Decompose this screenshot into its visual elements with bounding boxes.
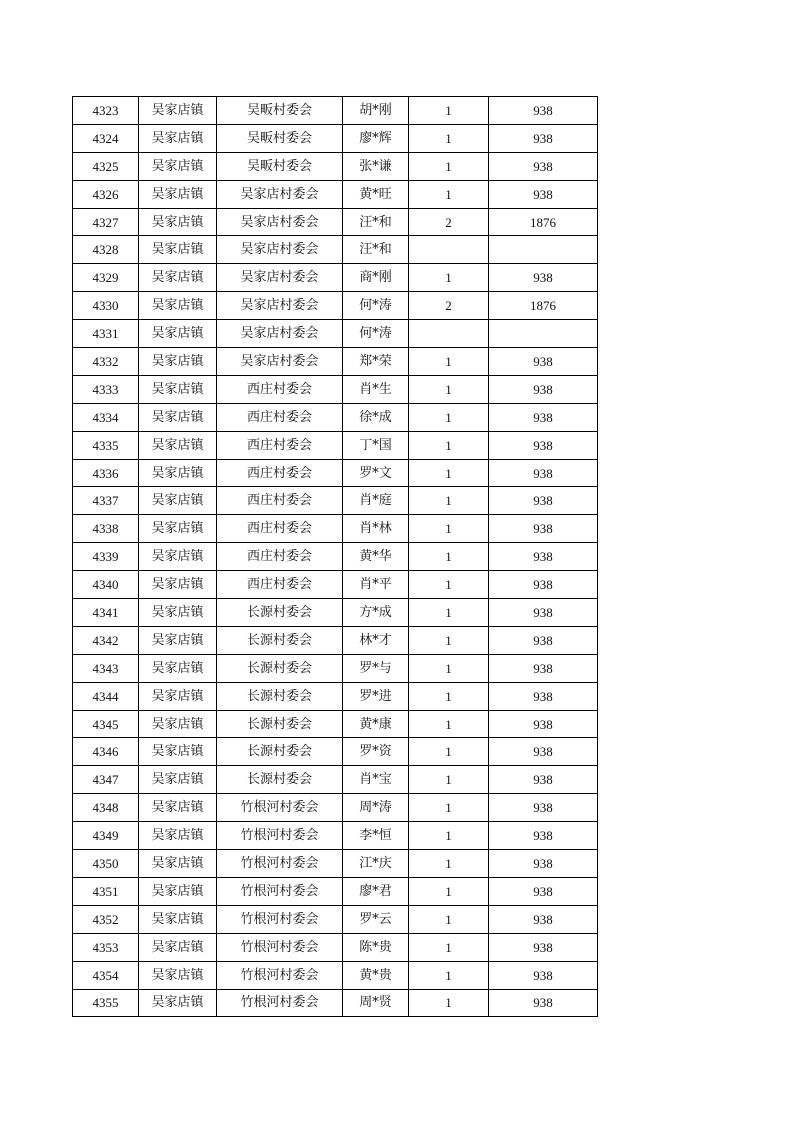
name-cell: 廖*辉 [343, 124, 409, 152]
table-row [73, 375, 598, 403]
town-cell: 吴家店镇 [139, 264, 217, 292]
town-cell: 吴家店镇 [139, 961, 217, 989]
row-number-cell: 4329 [73, 264, 139, 292]
amount-cell: 938 [489, 989, 598, 1017]
name-cell: 徐*成 [343, 403, 409, 431]
name-cell: 何*涛 [343, 292, 409, 320]
count-cell: 1 [409, 738, 489, 766]
count-cell: 1 [409, 264, 489, 292]
town-cell: 吴家店镇 [139, 766, 217, 794]
row-number-cell: 4341 [73, 599, 139, 627]
village-committee-cell: 长源村委会 [217, 738, 343, 766]
town-cell: 吴家店镇 [139, 710, 217, 738]
town-cell: 吴家店镇 [139, 738, 217, 766]
row-number-cell: 4325 [73, 152, 139, 180]
town-cell: 吴家店镇 [139, 989, 217, 1017]
village-committee-cell: 长源村委会 [217, 599, 343, 627]
row-number-cell: 4327 [73, 208, 139, 236]
table-row [73, 626, 598, 654]
count-cell: 1 [409, 961, 489, 989]
town-cell: 吴家店镇 [139, 794, 217, 822]
name-cell: 江*庆 [343, 850, 409, 878]
village-committee-cell: 吴畈村委会 [217, 97, 343, 125]
village-committee-cell: 吴家店村委会 [217, 264, 343, 292]
count-cell: 2 [409, 208, 489, 236]
row-number-cell: 4328 [73, 236, 139, 264]
town-cell: 吴家店镇 [139, 208, 217, 236]
table-row [73, 403, 598, 431]
table-row [73, 292, 598, 320]
village-committee-cell: 竹根河村委会 [217, 877, 343, 905]
village-committee-cell: 长源村委会 [217, 654, 343, 682]
count-cell [409, 236, 489, 264]
count-cell: 1 [409, 348, 489, 376]
amount-cell: 938 [489, 850, 598, 878]
count-cell: 1 [409, 877, 489, 905]
row-number-cell: 4336 [73, 459, 139, 487]
town-cell: 吴家店镇 [139, 459, 217, 487]
amount-cell: 938 [489, 348, 598, 376]
row-number-cell: 4332 [73, 348, 139, 376]
amount-cell: 938 [489, 543, 598, 571]
name-cell: 周*贤 [343, 989, 409, 1017]
village-committee-cell: 竹根河村委会 [217, 850, 343, 878]
village-committee-cell: 西庄村委会 [217, 515, 343, 543]
count-cell: 1 [409, 459, 489, 487]
village-committee-cell: 吴家店村委会 [217, 320, 343, 348]
row-number-cell: 4352 [73, 905, 139, 933]
row-number-cell: 4347 [73, 766, 139, 794]
table-row [73, 208, 598, 236]
town-cell: 吴家店镇 [139, 236, 217, 264]
village-committee-cell: 西庄村委会 [217, 431, 343, 459]
count-cell [409, 320, 489, 348]
table-row [73, 877, 598, 905]
name-cell: 黄*贵 [343, 961, 409, 989]
count-cell: 1 [409, 152, 489, 180]
table-row [73, 431, 598, 459]
town-cell: 吴家店镇 [139, 933, 217, 961]
village-committee-cell: 西庄村委会 [217, 543, 343, 571]
amount-cell: 938 [489, 431, 598, 459]
name-cell: 罗*文 [343, 459, 409, 487]
town-cell: 吴家店镇 [139, 877, 217, 905]
town-cell: 吴家店镇 [139, 124, 217, 152]
table-row [73, 487, 598, 515]
village-committee-cell: 西庄村委会 [217, 459, 343, 487]
amount-cell: 938 [489, 403, 598, 431]
village-committee-cell: 西庄村委会 [217, 487, 343, 515]
count-cell: 1 [409, 850, 489, 878]
town-cell: 吴家店镇 [139, 180, 217, 208]
amount-cell: 1876 [489, 208, 598, 236]
amount-cell: 938 [489, 264, 598, 292]
name-cell: 张*谦 [343, 152, 409, 180]
row-number-cell: 4333 [73, 375, 139, 403]
table-row [73, 320, 598, 348]
row-number-cell: 4337 [73, 487, 139, 515]
table-row [73, 543, 598, 571]
name-cell: 肖*宝 [343, 766, 409, 794]
data-table [72, 96, 598, 1017]
table-row [73, 571, 598, 599]
amount-cell: 938 [489, 738, 598, 766]
village-committee-cell: 吴畈村委会 [217, 124, 343, 152]
count-cell: 1 [409, 487, 489, 515]
count-cell: 1 [409, 543, 489, 571]
table-row [73, 710, 598, 738]
amount-cell: 938 [489, 794, 598, 822]
count-cell: 1 [409, 124, 489, 152]
village-committee-cell: 吴家店村委会 [217, 348, 343, 376]
town-cell: 吴家店镇 [139, 822, 217, 850]
village-committee-cell: 吴家店村委会 [217, 236, 343, 264]
row-number-cell: 4323 [73, 97, 139, 125]
table-row [73, 180, 598, 208]
name-cell: 肖*庭 [343, 487, 409, 515]
row-number-cell: 4342 [73, 626, 139, 654]
amount-cell: 938 [489, 654, 598, 682]
table-row [73, 599, 598, 627]
count-cell: 1 [409, 599, 489, 627]
table-row [73, 348, 598, 376]
town-cell: 吴家店镇 [139, 292, 217, 320]
name-cell: 黄*康 [343, 710, 409, 738]
count-cell: 1 [409, 654, 489, 682]
table-row [73, 152, 598, 180]
table-row [73, 264, 598, 292]
count-cell: 1 [409, 933, 489, 961]
count-cell: 1 [409, 403, 489, 431]
table-row [73, 738, 598, 766]
amount-cell: 938 [489, 515, 598, 543]
town-cell: 吴家店镇 [139, 515, 217, 543]
row-number-cell: 4350 [73, 850, 139, 878]
table-row [73, 850, 598, 878]
amount-cell: 938 [489, 877, 598, 905]
amount-cell: 938 [489, 905, 598, 933]
amount-cell [489, 236, 598, 264]
town-cell: 吴家店镇 [139, 403, 217, 431]
town-cell: 吴家店镇 [139, 850, 217, 878]
town-cell: 吴家店镇 [139, 626, 217, 654]
count-cell: 1 [409, 905, 489, 933]
amount-cell: 938 [489, 571, 598, 599]
row-number-cell: 4348 [73, 794, 139, 822]
name-cell: 罗*进 [343, 682, 409, 710]
table-row [73, 822, 598, 850]
amount-cell: 938 [489, 375, 598, 403]
name-cell: 丁*国 [343, 431, 409, 459]
amount-cell: 938 [489, 124, 598, 152]
village-committee-cell: 竹根河村委会 [217, 933, 343, 961]
name-cell: 汪*和 [343, 208, 409, 236]
count-cell: 1 [409, 794, 489, 822]
table-row [73, 515, 598, 543]
amount-cell: 938 [489, 682, 598, 710]
row-number-cell: 4330 [73, 292, 139, 320]
town-cell: 吴家店镇 [139, 599, 217, 627]
amount-cell: 938 [489, 710, 598, 738]
name-cell: 林*才 [343, 626, 409, 654]
town-cell: 吴家店镇 [139, 348, 217, 376]
row-number-cell: 4354 [73, 961, 139, 989]
name-cell: 肖*生 [343, 375, 409, 403]
row-number-cell: 4340 [73, 571, 139, 599]
count-cell: 1 [409, 682, 489, 710]
name-cell: 陈*贵 [343, 933, 409, 961]
name-cell: 罗*与 [343, 654, 409, 682]
amount-cell: 938 [489, 933, 598, 961]
table-row [73, 766, 598, 794]
amount-cell: 938 [489, 766, 598, 794]
amount-cell: 938 [489, 961, 598, 989]
name-cell: 罗*资 [343, 738, 409, 766]
amount-cell: 938 [489, 487, 598, 515]
row-number-cell: 4349 [73, 822, 139, 850]
name-cell: 黄*华 [343, 543, 409, 571]
name-cell: 肖*平 [343, 571, 409, 599]
name-cell: 廖*君 [343, 877, 409, 905]
name-cell: 商*刚 [343, 264, 409, 292]
amount-cell: 938 [489, 822, 598, 850]
town-cell: 吴家店镇 [139, 97, 217, 125]
row-number-cell: 4326 [73, 180, 139, 208]
name-cell: 汪*和 [343, 236, 409, 264]
row-number-cell: 4338 [73, 515, 139, 543]
amount-cell [489, 320, 598, 348]
count-cell: 1 [409, 375, 489, 403]
amount-cell: 938 [489, 152, 598, 180]
name-cell: 胡*刚 [343, 97, 409, 125]
village-committee-cell: 西庄村委会 [217, 571, 343, 599]
amount-cell: 938 [489, 459, 598, 487]
village-committee-cell: 吴家店村委会 [217, 208, 343, 236]
count-cell: 1 [409, 180, 489, 208]
village-committee-cell: 竹根河村委会 [217, 961, 343, 989]
town-cell: 吴家店镇 [139, 487, 217, 515]
name-cell: 肖*林 [343, 515, 409, 543]
town-cell: 吴家店镇 [139, 431, 217, 459]
row-number-cell: 4335 [73, 431, 139, 459]
row-number-cell: 4339 [73, 543, 139, 571]
village-committee-cell: 西庄村委会 [217, 375, 343, 403]
row-number-cell: 4353 [73, 933, 139, 961]
village-committee-cell: 竹根河村委会 [217, 905, 343, 933]
village-committee-cell: 竹根河村委会 [217, 794, 343, 822]
village-committee-cell: 长源村委会 [217, 710, 343, 738]
count-cell: 1 [409, 571, 489, 599]
name-cell: 李*恒 [343, 822, 409, 850]
row-number-cell: 4346 [73, 738, 139, 766]
table-row [73, 97, 598, 125]
village-committee-cell: 长源村委会 [217, 626, 343, 654]
table-row [73, 236, 598, 264]
village-committee-cell: 长源村委会 [217, 682, 343, 710]
table-row [73, 989, 598, 1017]
amount-cell: 938 [489, 599, 598, 627]
row-number-cell: 4355 [73, 989, 139, 1017]
count-cell: 1 [409, 431, 489, 459]
village-committee-cell: 吴家店村委会 [217, 292, 343, 320]
town-cell: 吴家店镇 [139, 905, 217, 933]
amount-cell: 938 [489, 180, 598, 208]
village-committee-cell: 竹根河村委会 [217, 822, 343, 850]
row-number-cell: 4324 [73, 124, 139, 152]
count-cell: 1 [409, 710, 489, 738]
name-cell: 黄*旺 [343, 180, 409, 208]
table-row [73, 654, 598, 682]
table-row [73, 961, 598, 989]
town-cell: 吴家店镇 [139, 682, 217, 710]
table-row [73, 124, 598, 152]
count-cell: 1 [409, 989, 489, 1017]
name-cell: 罗*云 [343, 905, 409, 933]
count-cell: 2 [409, 292, 489, 320]
town-cell: 吴家店镇 [139, 543, 217, 571]
town-cell: 吴家店镇 [139, 320, 217, 348]
town-cell: 吴家店镇 [139, 654, 217, 682]
row-number-cell: 4351 [73, 877, 139, 905]
amount-cell: 938 [489, 626, 598, 654]
name-cell: 方*成 [343, 599, 409, 627]
row-number-cell: 4344 [73, 682, 139, 710]
row-number-cell: 4345 [73, 710, 139, 738]
table-row [73, 459, 598, 487]
count-cell: 1 [409, 626, 489, 654]
name-cell: 何*涛 [343, 320, 409, 348]
table-row [73, 682, 598, 710]
table-row [73, 933, 598, 961]
row-number-cell: 4343 [73, 654, 139, 682]
count-cell: 1 [409, 766, 489, 794]
village-committee-cell: 竹根河村委会 [217, 989, 343, 1017]
name-cell: 周*涛 [343, 794, 409, 822]
table-body [73, 97, 598, 1017]
town-cell: 吴家店镇 [139, 152, 217, 180]
town-cell: 吴家店镇 [139, 571, 217, 599]
town-cell: 吴家店镇 [139, 375, 217, 403]
amount-cell: 938 [489, 97, 598, 125]
row-number-cell: 4331 [73, 320, 139, 348]
village-committee-cell: 长源村委会 [217, 766, 343, 794]
count-cell: 1 [409, 822, 489, 850]
table-row [73, 905, 598, 933]
count-cell: 1 [409, 97, 489, 125]
name-cell: 郑*荣 [343, 348, 409, 376]
village-committee-cell: 吴家店村委会 [217, 180, 343, 208]
table-row [73, 794, 598, 822]
village-committee-cell: 西庄村委会 [217, 403, 343, 431]
row-number-cell: 4334 [73, 403, 139, 431]
village-committee-cell: 吴畈村委会 [217, 152, 343, 180]
count-cell: 1 [409, 515, 489, 543]
amount-cell: 1876 [489, 292, 598, 320]
